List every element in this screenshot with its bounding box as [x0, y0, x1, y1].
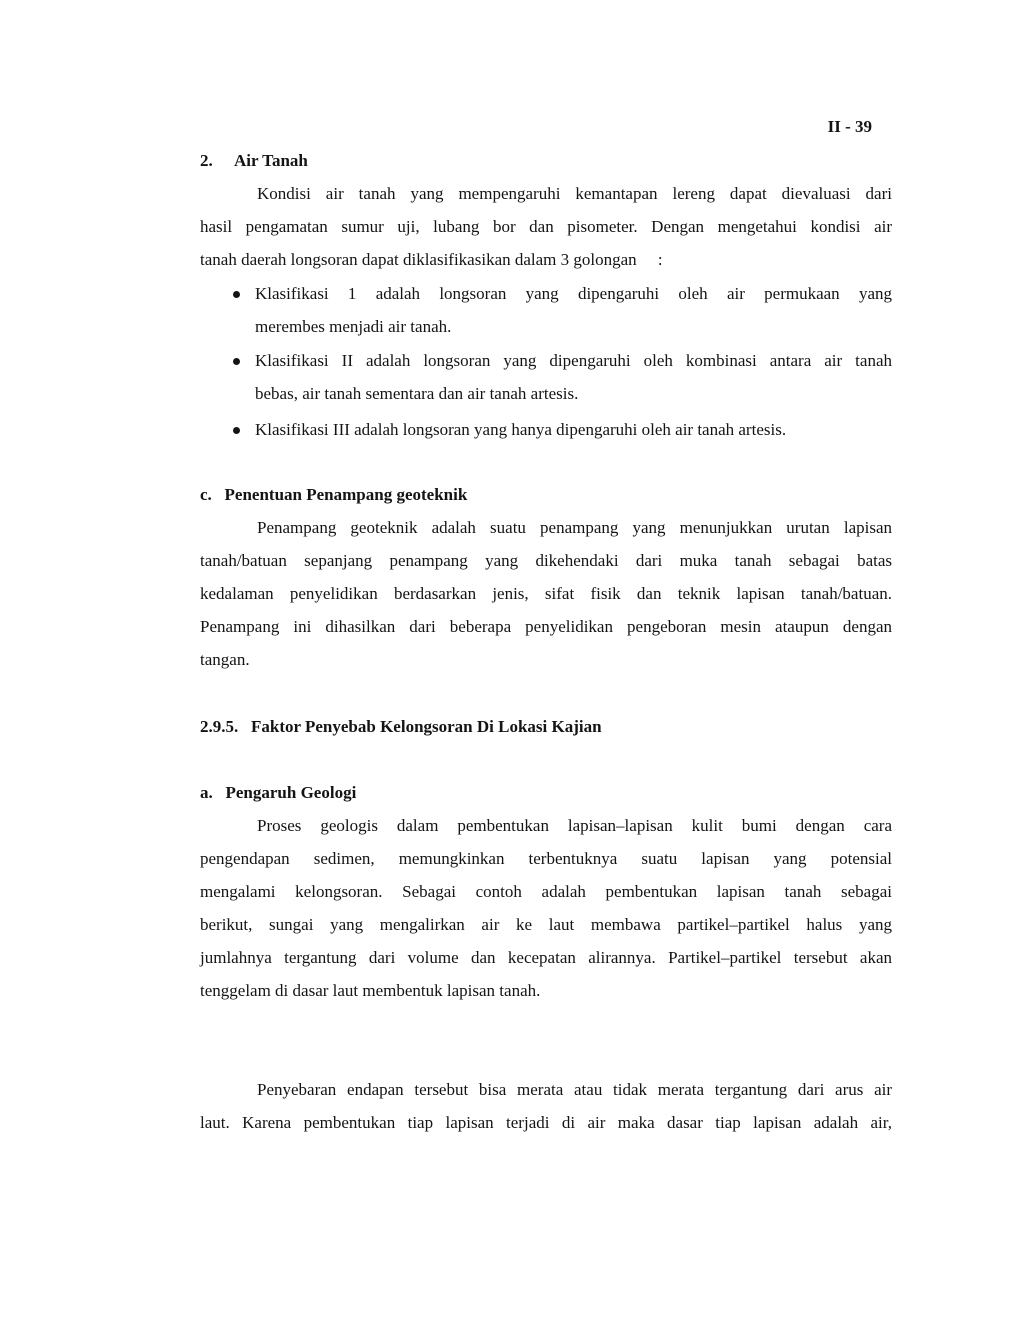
bullet-item-line: Klasifikasi III adalah longsoran yang hanya dipengaruhi oleh air tanah artesis.	[255, 420, 787, 439]
paragraph-line: Penampang ini dihasilkan dari beberapa penyelidikan pengeboran mesin ataupun dengan	[200, 617, 892, 636]
bullet-item-line: Klasifikasi 1 adalah longsoran yang dipengaruhi oleh air permukaan yang	[255, 284, 892, 303]
bullet-item-line: bebas, air tanah sementara dan air tanah artesis.	[255, 384, 579, 403]
section-a-title: a. Pengaruh Geologi	[200, 783, 357, 802]
paragraph-line: laut. Karena pembentukan tiap lapisan terjadi di air maka dasar tiap lapisan adalah air,	[200, 1113, 892, 1132]
paragraph-line: tanah daerah longsoran dapat diklasifikasikan dalam 3 golongan :	[200, 250, 663, 269]
paragraph-line: mengalami kelongsoran. Sebagai contoh adalah pembentukan lapisan tanah sebagai	[200, 882, 892, 901]
paragraph-line: tenggelam di dasar laut membentuk lapisan tanah.	[200, 981, 541, 1000]
section-c-title: c. Penentuan Penampang geoteknik	[200, 485, 468, 504]
paragraph-line: tanah/batuan sepanjang penampang yang dikehendaki dari muka tanah sebagai batas	[200, 551, 892, 570]
paragraph-line: pengendapan sedimen, memungkinkan terbentuknya suatu lapisan yang potensial	[200, 849, 892, 868]
section-2-title: Air Tanah	[234, 151, 308, 170]
paragraph-line: tangan.	[200, 650, 250, 669]
paragraph-line: hasil pengamatan sumur uji, lubang bor dan pisometer. Dengan mengetahui kondisi air	[200, 217, 892, 236]
paragraph-line: Proses geologis dalam pembentukan lapisan–lapisan kulit bumi dengan cara	[257, 816, 892, 835]
paragraph-line: kedalaman penyelidikan berdasarkan jenis, sifat fisik dan teknik lapisan tanah/batuan.	[200, 584, 892, 603]
bullet-icon	[233, 358, 240, 365]
section-295-title: 2.9.5. Faktor Penyebab Kelongsoran Di Lokasi Kajian	[200, 717, 602, 736]
page-number: II - 39	[827, 117, 872, 136]
bullet-icon	[233, 291, 240, 298]
bullet-item-line: merembes menjadi air tanah.	[255, 317, 452, 336]
paragraph-line: Kondisi air tanah yang mempengaruhi kemantapan lereng dapat dievaluasi dari	[257, 184, 892, 203]
paragraph-line: Penyebaran endapan tersebut bisa merata atau tidak merata tergantung dari arus air	[257, 1080, 892, 1099]
paragraph-line: berikut, sungai yang mengalirkan air ke laut membawa partikel–partikel halus yang	[200, 915, 892, 934]
bullet-icon	[233, 427, 240, 434]
bullet-item-line: Klasifikasi II adalah longsoran yang dipengaruhi oleh kombinasi antara air tanah	[255, 351, 892, 370]
section-2-number: 2.	[200, 151, 213, 170]
paragraph-line: Penampang geoteknik adalah suatu penampang yang menunjukkan urutan lapisan	[257, 518, 892, 537]
paragraph-line: jumlahnya tergantung dari volume dan kecepatan alirannya. Partikel–partikel tersebut akan	[200, 948, 892, 967]
